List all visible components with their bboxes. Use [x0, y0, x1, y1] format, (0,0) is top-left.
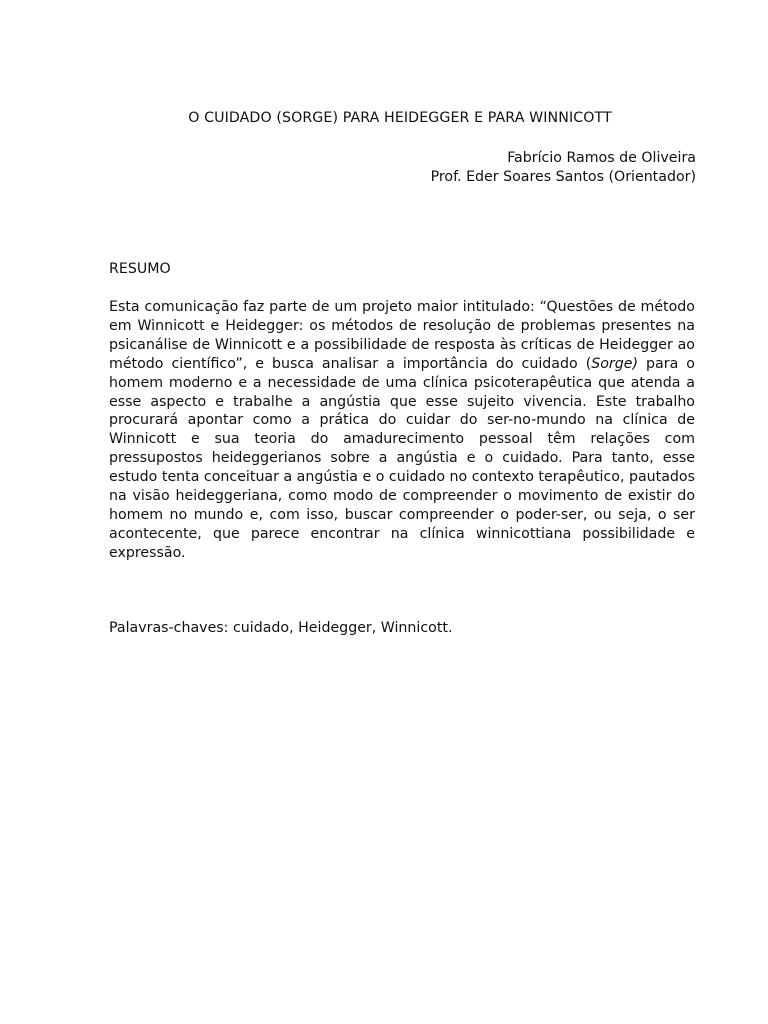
abstract-emphasis-sorge: Sorge)	[591, 355, 639, 372]
author-block	[431, 149, 696, 187]
author-name: Fabrício Ramos de Oliveira	[507, 150, 696, 166]
advisor-name: Prof. Eder Soares Santos (Orientador)	[430, 169, 696, 185]
abstract-paragraph	[109, 298, 695, 563]
section-heading-resumo: RESUMO	[109, 261, 171, 277]
document-title: O CUIDADO (SORGE) PARA HEIDEGGER E PARA WINNICOTT	[188, 110, 612, 126]
abstract-text-part1: Esta comunicação faz parte de um projeto maior intitulado: “Questões de método em Winnicott e Heidegger: os métodos de resolução de problemas presentes na psicanálise de Winnicott e a possibilidade de resposta às críticas de Heidegger ao método científico”, e busca analisar a importância do cuidado (	[109, 299, 695, 372]
abstract-text-part2: para o homem moderno e a necessidade de uma clínica psicoterapêutica que atenda a esse aspecto e trabalhe a angústia que esse sujeito vivencia. Este trabalho procurará apontar como a prática do cuidar do ser-no-mundo na clínica de Winnicott e sua teoria do amadurecimento pessoal têm relações com pressupostos heideggerianos sobre a angústia e o cuidado. Para tanto, esse estudo tenta conceituar a angústia e o cuidado no contexto terapêutico, pautados na visão heideggeriana, como modo de compreender o movimento de existir do homem no mundo e, com isso, buscar compreender o poder-ser, ou seja, o ser acontecente, que parece encontrar na clínica winnicottiana possibilidade e expressão.	[109, 355, 695, 561]
keywords-line: Palavras-chaves: cuidado, Heidegger, Winnicott.	[109, 620, 453, 636]
